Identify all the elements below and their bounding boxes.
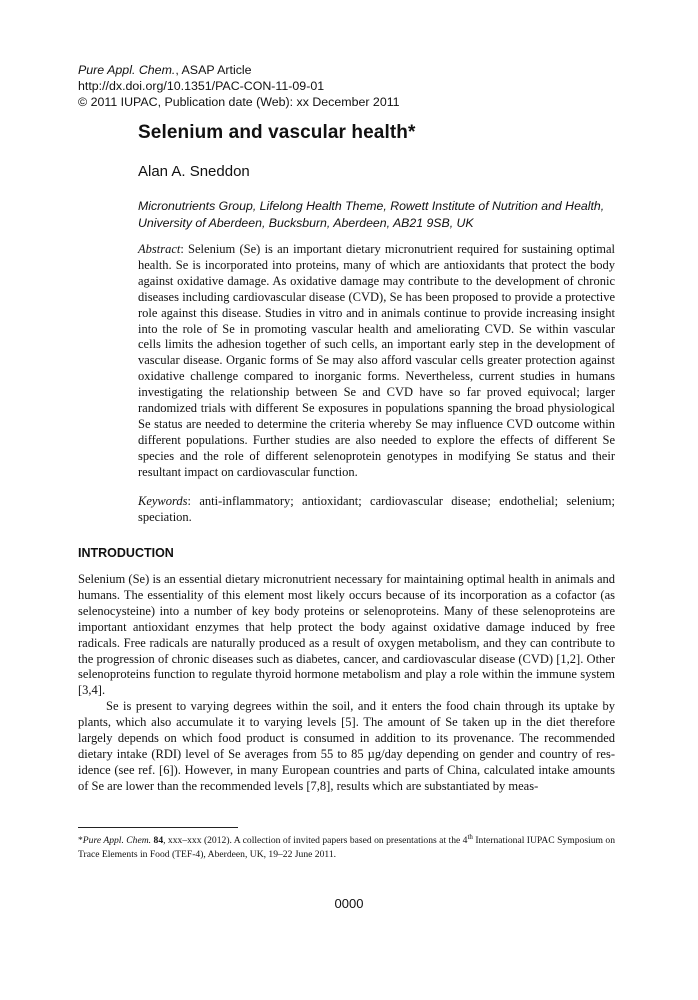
footnote-marker: * [78,835,83,846]
introduction-body [78,572,615,795]
page-number: 0000 [334,896,364,911]
footnote-text-1: , xxx–xxx (2012). A collection of invited papers based on presentations at the 4 [163,835,468,846]
keywords-text: : anti-inflammatory; antioxidant; cardiovascular disease; endothelial; selenium; speciation. [138,494,615,524]
abstract [138,242,615,481]
paragraph: Se is present to varying degrees within the soil, and it enters the food chain through its uptake by plants, which also accumulate it to varying levels [5]. The amount of Se taken up in the diet therefore largely depends on which food product is consumed in addition to its provenance. The recommended dietary intake (RDI) level of Se averages from 55 to 85 µg/day depending on gender and country of residence (see ref. [6]). However, in many European countries and parts of China, calculated intake amounts of Se are lower than the recommended levels [7,8], results which are substantiated by meas- [78,699,615,793]
abstract-text: : Selenium (Se) is an important dietary micronutrient required for sustaining optimal health. Se is incorporated into proteins, many of which are antioxidants that protect the body against oxidative damage. As oxidative damage may contribute to the development of chronic diseases including cardiovascular disease (CVD), Se has been proposed to provide a protective role against this disease. Studies in vitro and in animals continue to provide increasing insight into the role of Se in promoting vascular health and ameliorating CVD. Se within vascular cells limits the adhesion together of such cells, an important early step in the development of vascular disease. Organic forms of Se may also afford vascular cells greater protection against oxidative challenge compared to inorganic forms. Nevertheless, current studies in humans investigating the relationship between Se and CVD have so far proved equivocal; larger randomized trials with different Se exposures in populations spanning the broad physiological Se status are needed to determine the criteria whereby Se may influence CVD outcome within different populations. Further studies are also needed to explore the effects of different Se species and the role of different selenoprotein genotypes in modifying Se status and their resultant impact on cardiovascular function. [138,242,615,479]
abstract-label: Abstract [138,242,181,256]
footnote-journal: Pure Appl. Chem. [82,835,152,846]
footnote-superscript: th [467,832,473,841]
footnote-volume: 84 [153,835,164,846]
keywords [138,493,615,525]
journal-name: Pure Appl. Chem. [78,63,176,77]
keywords-label: Keywords [138,494,188,508]
author-affiliation: Micronutrients Group, Lifelong Health Theme, Rowett Institute of Nutrition and Health, University of Aberdeen, Bucksburn, Aberdeen, AB21 9SB, UK [138,199,605,230]
section-heading-introduction: INTRODUCTION [78,546,174,560]
journal-header [78,62,400,110]
author-name: Alan A. Sneddon [138,163,250,180]
doi-link[interactable]: http://dx.doi.org/10.1351/PAC-CON-11-09-01 [78,79,325,93]
footnote [78,834,615,862]
footnote-text-2: International IUPAC Symposium on Trace Elements in Food (TEF-4), Aberdeen, UK, 19–22 June 2011. [78,835,616,860]
copyright-line: © 2011 IUPAC, Publication date (Web): xx December 2011 [78,95,400,109]
article-title: Selenium and vascular health* [138,122,416,143]
journal-citation-line [78,62,400,78]
journal-suffix: , ASAP Article [175,63,252,77]
footnote-divider [78,827,238,828]
paragraph: Selenium (Se) is an essential dietary micronutrient necessary for maintaining optimal health in animals and humans. The essentiality of this element most likely occurs because of its incorporation as a cofactor (as selenocysteine) into a number of key body proteins or selenoproteins. Many of these selenoproteins are important antioxidant enzymes that help protect the body against oxidative damage induced by free radicals. Free radicals are naturally produced as a result of oxygen metabolism, and they can contribute to the progression of chronic diseases such as diabetes, cancer, and cardiovascular disease (CVD) [1,2]. Other selenoproteins function to regulate thyroid hormone metabolism and play a role within the immune system [3,4]. [78,572,615,698]
